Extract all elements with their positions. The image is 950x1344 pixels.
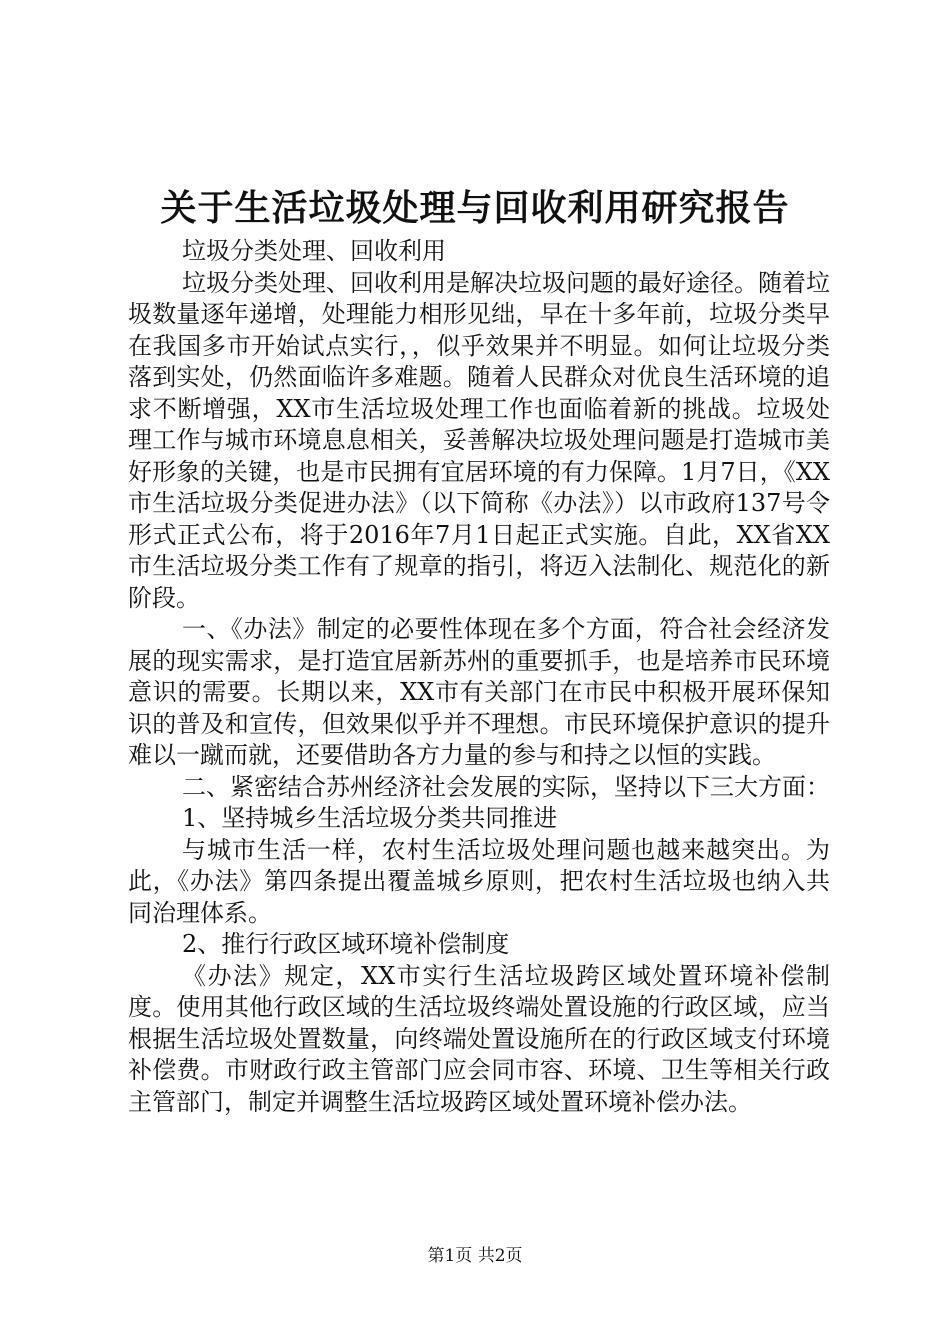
- subheading-1: 1、坚持城乡生活垃圾分类共同推进: [182, 804, 558, 832]
- paragraph-subsection-1: 与城市生活一样，农村生活垃圾处理问题也越来越突出。为此，《办法》第四条提出覆盖城乡原则，把农村生活垃圾也纳入共同治理体系。: [128, 835, 830, 927]
- paragraph-section-2: 二、紧密结合苏州经济社会发展的实际，坚持以下三大方面：: [182, 772, 830, 801]
- document-body: [128, 236, 830, 1118]
- paragraph-section-1: 一、《办法》制定的必要性体现在多个方面，符合社会经济发展的现实需求，是打造宜居新苏州的重要抓手，也是培养市民环境意识的需要。长期以来，XX市有关部门在市民中积极开展环保知识的普及和宣传，但效果似乎并不理想。市民环境保护意识的提升难以一蹴而就，还要借助各方力量的参与和持之以恒的实践。: [128, 615, 830, 769]
- paragraph-subsection-2: 《办法》规定，XX市实行生活垃圾跨区域处置环境补偿制度。使用其他行政区域的生活垃圾终端处置设施的行政区域，应当根据生活垃圾处置数量，向终端处置设施所在的行政区域支付环境补偿费。市财政行政主管部门应会同市容、环境、卫生等相关行政主管部门，制定并调整生活垃圾跨区域处置环境补偿办法。: [128, 961, 830, 1116]
- paragraph-keywords: 垃圾分类处理、回收利用: [182, 237, 446, 265]
- document-title: 关于生活垃圾处理与回收利用研究报告: [160, 187, 790, 229]
- page-footer: 第1页 共2页: [427, 1246, 523, 1266]
- paragraph-intro: 垃圾分类处理、回收利用是解决垃圾问题的最好途径。随着垃圾数量逐年递增，处理能力相形见绌，早在十多年前，垃圾分类早在我国多市开始试点实行，，似乎效果并不明显。如何让垃圾分类落到实处，仍然面临许多难题。随着人民群众对优良生活环境的追求不断增强，XX市生活垃圾处理工作也面临着新的挑战。垃圾处理工作与城市环境息息相关，妥善解决垃圾处理问题是打造城市美好形象的关键，也是市民拥有宜居环境的有力保障。1月7日，《XX市生活垃圾分类促进办法》（以下简称《办法》）以市政府137号令形式正式公布，将于2016年7月1日起正式实施。自此，XX省XX市生活垃圾分类工作有了规章的指引，将迈入法制化、规范化的新阶段。: [128, 268, 830, 612]
- subheading-2: 2、推行行政区域环境补偿制度: [182, 930, 510, 958]
